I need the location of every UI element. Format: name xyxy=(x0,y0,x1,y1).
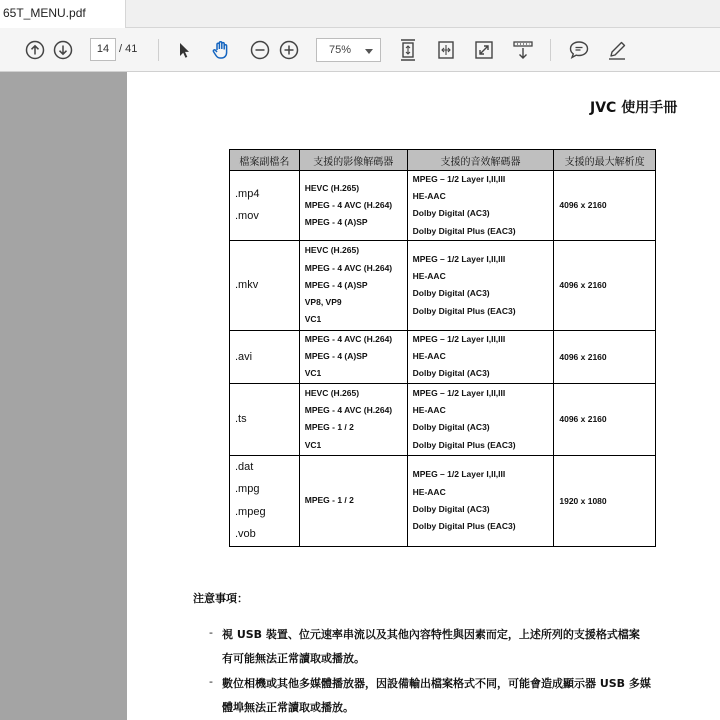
previous-page-button[interactable] xyxy=(23,38,47,62)
codec-line: MPEG - 1 / 2 xyxy=(304,422,354,433)
notes-title: 注意事項： xyxy=(193,592,248,605)
codec-line: MPEG – 1/2 Layer I,II,III xyxy=(412,253,506,264)
note-line: 體埠無法正常讀取或播放。 xyxy=(222,701,354,714)
codec-line: Dolby Digital (AC3) xyxy=(412,368,490,379)
expand-icon xyxy=(473,39,495,61)
column-header: 支援的影像解碼器 xyxy=(299,150,407,171)
toolbar-divider xyxy=(550,39,551,61)
full-screen-button[interactable] xyxy=(472,38,496,62)
file-extension: .mp4 xyxy=(235,187,260,200)
plus-circle-icon xyxy=(279,40,299,60)
comment-bubble-icon xyxy=(568,39,590,61)
audio-codec-cell xyxy=(407,330,554,383)
column-header: 支援的音效解碼器 xyxy=(407,150,554,171)
codec-line: HE-AAC xyxy=(412,405,446,416)
codec-line: HE-AAC xyxy=(412,271,446,282)
extension-cell xyxy=(230,455,300,546)
codec-line: Dolby Digital (AC3) xyxy=(412,422,490,433)
comment-button[interactable] xyxy=(567,38,591,62)
audio-codec-cell xyxy=(407,455,554,546)
file-extension: .mpg xyxy=(235,483,260,496)
extension-cell xyxy=(230,240,300,330)
codec-line: HE-AAC xyxy=(412,486,446,497)
codec-line: MPEG - 4 (A)SP xyxy=(304,217,368,227)
file-extension: .mkv xyxy=(235,279,259,292)
resolution-cell xyxy=(554,383,656,455)
video-codec-cell xyxy=(299,383,407,455)
resolution-cell xyxy=(554,455,656,546)
file-extension: .dat xyxy=(235,460,254,473)
resolution-cell xyxy=(554,240,656,330)
page-total: / 41 xyxy=(119,43,138,55)
codec-line: MPEG - 4 AVC (H.264) xyxy=(304,405,393,416)
note-bullet: - xyxy=(209,626,213,639)
codec-line: VP8, VP9 xyxy=(304,296,342,307)
max-resolution: 4096 x 2160 xyxy=(559,414,607,425)
pen-icon xyxy=(606,39,628,61)
codec-line: Dolby Digital Plus (EAC3) xyxy=(412,305,516,316)
video-codec-cell xyxy=(299,240,407,330)
codec-line: MPEG - 4 AVC (H.264) xyxy=(304,199,393,210)
file-extension: .avi xyxy=(235,350,253,363)
fit-width-button[interactable] xyxy=(434,38,458,62)
max-resolution: 4096 x 2160 xyxy=(559,280,607,291)
codec-line: MPEG - 4 AVC (H.264) xyxy=(304,334,393,344)
cursor-arrow-icon xyxy=(175,41,193,59)
codec-line: Dolby Digital Plus (EAC3) xyxy=(412,439,516,450)
codec-line: Dolby Digital (AC3) xyxy=(412,503,490,514)
note-line: 視 USB 裝置、位元速率串流以及其他內容特性與因素而定，上述所列的支援格式檔案 xyxy=(222,628,640,641)
codec-line: HE-AAC xyxy=(412,191,446,202)
table-row xyxy=(230,171,656,241)
download-icon xyxy=(511,39,535,61)
fit-page-icon xyxy=(397,38,419,62)
extension-cell xyxy=(230,330,300,383)
note-line: 數位相機或其他多媒體播放器，因設備輸出檔案格式不同，可能會造成顯示器 USB 多媒 xyxy=(222,677,651,690)
table-row xyxy=(230,240,656,330)
next-page-button[interactable] xyxy=(51,38,75,62)
extension-cell xyxy=(230,383,300,455)
arrow-up-circle-icon xyxy=(25,40,45,60)
codec-line: VC1 xyxy=(304,368,322,379)
codec-line: MPEG – 1/2 Layer I,II,III xyxy=(412,469,506,480)
extension-cell xyxy=(230,171,300,241)
table-header-row xyxy=(230,150,656,171)
table-row xyxy=(230,330,656,383)
toolbar-divider xyxy=(158,39,159,61)
video-codec-cell xyxy=(299,455,407,546)
codec-line: Dolby Digital (AC3) xyxy=(412,288,490,299)
supported-formats-table xyxy=(229,149,656,547)
audio-codec-cell xyxy=(407,171,554,241)
tab-title: 65T_MENU.pdf xyxy=(3,6,86,20)
file-extension: .vob xyxy=(235,528,256,541)
video-codec-cell xyxy=(299,171,407,241)
codec-line: VC1 xyxy=(304,439,322,450)
codec-line: MPEG - 4 (A)SP xyxy=(304,351,368,362)
file-extension: .mov xyxy=(235,210,259,223)
codec-line: MPEG – 1/2 Layer I,II,III xyxy=(412,387,506,398)
fit-page-button[interactable] xyxy=(396,38,420,62)
codec-line: MPEG – 1/2 Layer I,II,III xyxy=(412,334,506,344)
audio-codec-cell xyxy=(407,383,554,455)
max-resolution: 4096 x 2160 xyxy=(559,200,607,211)
file-extension: .mpeg xyxy=(235,505,266,518)
resolution-cell xyxy=(554,171,656,241)
codec-line: MPEG – 1/2 Layer I,II,III xyxy=(412,174,506,184)
zoom-in-button[interactable] xyxy=(277,38,301,62)
note-bullet: - xyxy=(209,675,213,688)
note-line: 有可能無法正常讀取或播放。 xyxy=(222,652,365,665)
max-resolution: 4096 x 2160 xyxy=(559,351,607,362)
max-resolution: 1920 x 1080 xyxy=(559,495,607,506)
hand-tool-button[interactable] xyxy=(209,38,233,62)
codec-line: MPEG - 4 AVC (H.264) xyxy=(304,262,393,273)
zoom-value: 75% xyxy=(329,44,352,56)
download-button[interactable] xyxy=(511,38,535,62)
fit-width-icon xyxy=(435,39,457,61)
column-header: 檔案副檔名 xyxy=(230,150,300,171)
codec-line: HEVC (H.265) xyxy=(304,387,360,398)
codec-line: Dolby Digital Plus (EAC3) xyxy=(412,225,516,236)
viewer-gutter xyxy=(0,72,127,720)
hand-icon xyxy=(210,39,232,61)
file-extension: .ts xyxy=(235,413,247,426)
audio-codec-cell xyxy=(407,240,554,330)
codec-line: HE-AAC xyxy=(412,351,446,362)
codec-line: Dolby Digital (AC3) xyxy=(412,208,490,219)
resolution-cell xyxy=(554,330,656,383)
arrow-down-circle-icon xyxy=(53,40,73,60)
codec-line: MPEG - 4 (A)SP xyxy=(304,279,368,290)
draw-button[interactable] xyxy=(605,38,629,62)
document-tab[interactable] xyxy=(0,0,126,28)
chevron-down-icon xyxy=(365,49,373,54)
minus-circle-icon xyxy=(250,40,270,60)
codec-line: HEVC (H.265) xyxy=(304,245,360,256)
zoom-select[interactable] xyxy=(316,38,381,62)
codec-line: VC1 xyxy=(304,314,322,325)
video-codec-cell xyxy=(299,330,407,383)
table-row xyxy=(230,383,656,455)
codec-line: Dolby Digital Plus (EAC3) xyxy=(412,521,516,532)
table-row xyxy=(230,455,656,546)
codec-line: HEVC (H.265) xyxy=(304,182,360,193)
page-number-input[interactable]: 14 xyxy=(90,38,116,61)
column-header: 支援的最大解析度 xyxy=(554,150,656,171)
codec-line: MPEG - 1 / 2 xyxy=(304,495,354,506)
zoom-out-button[interactable] xyxy=(248,38,272,62)
tab-strip xyxy=(0,0,720,28)
toolbar xyxy=(0,28,720,72)
document-header: JVC 使用手冊 xyxy=(590,100,678,116)
select-tool-button[interactable] xyxy=(172,38,196,62)
